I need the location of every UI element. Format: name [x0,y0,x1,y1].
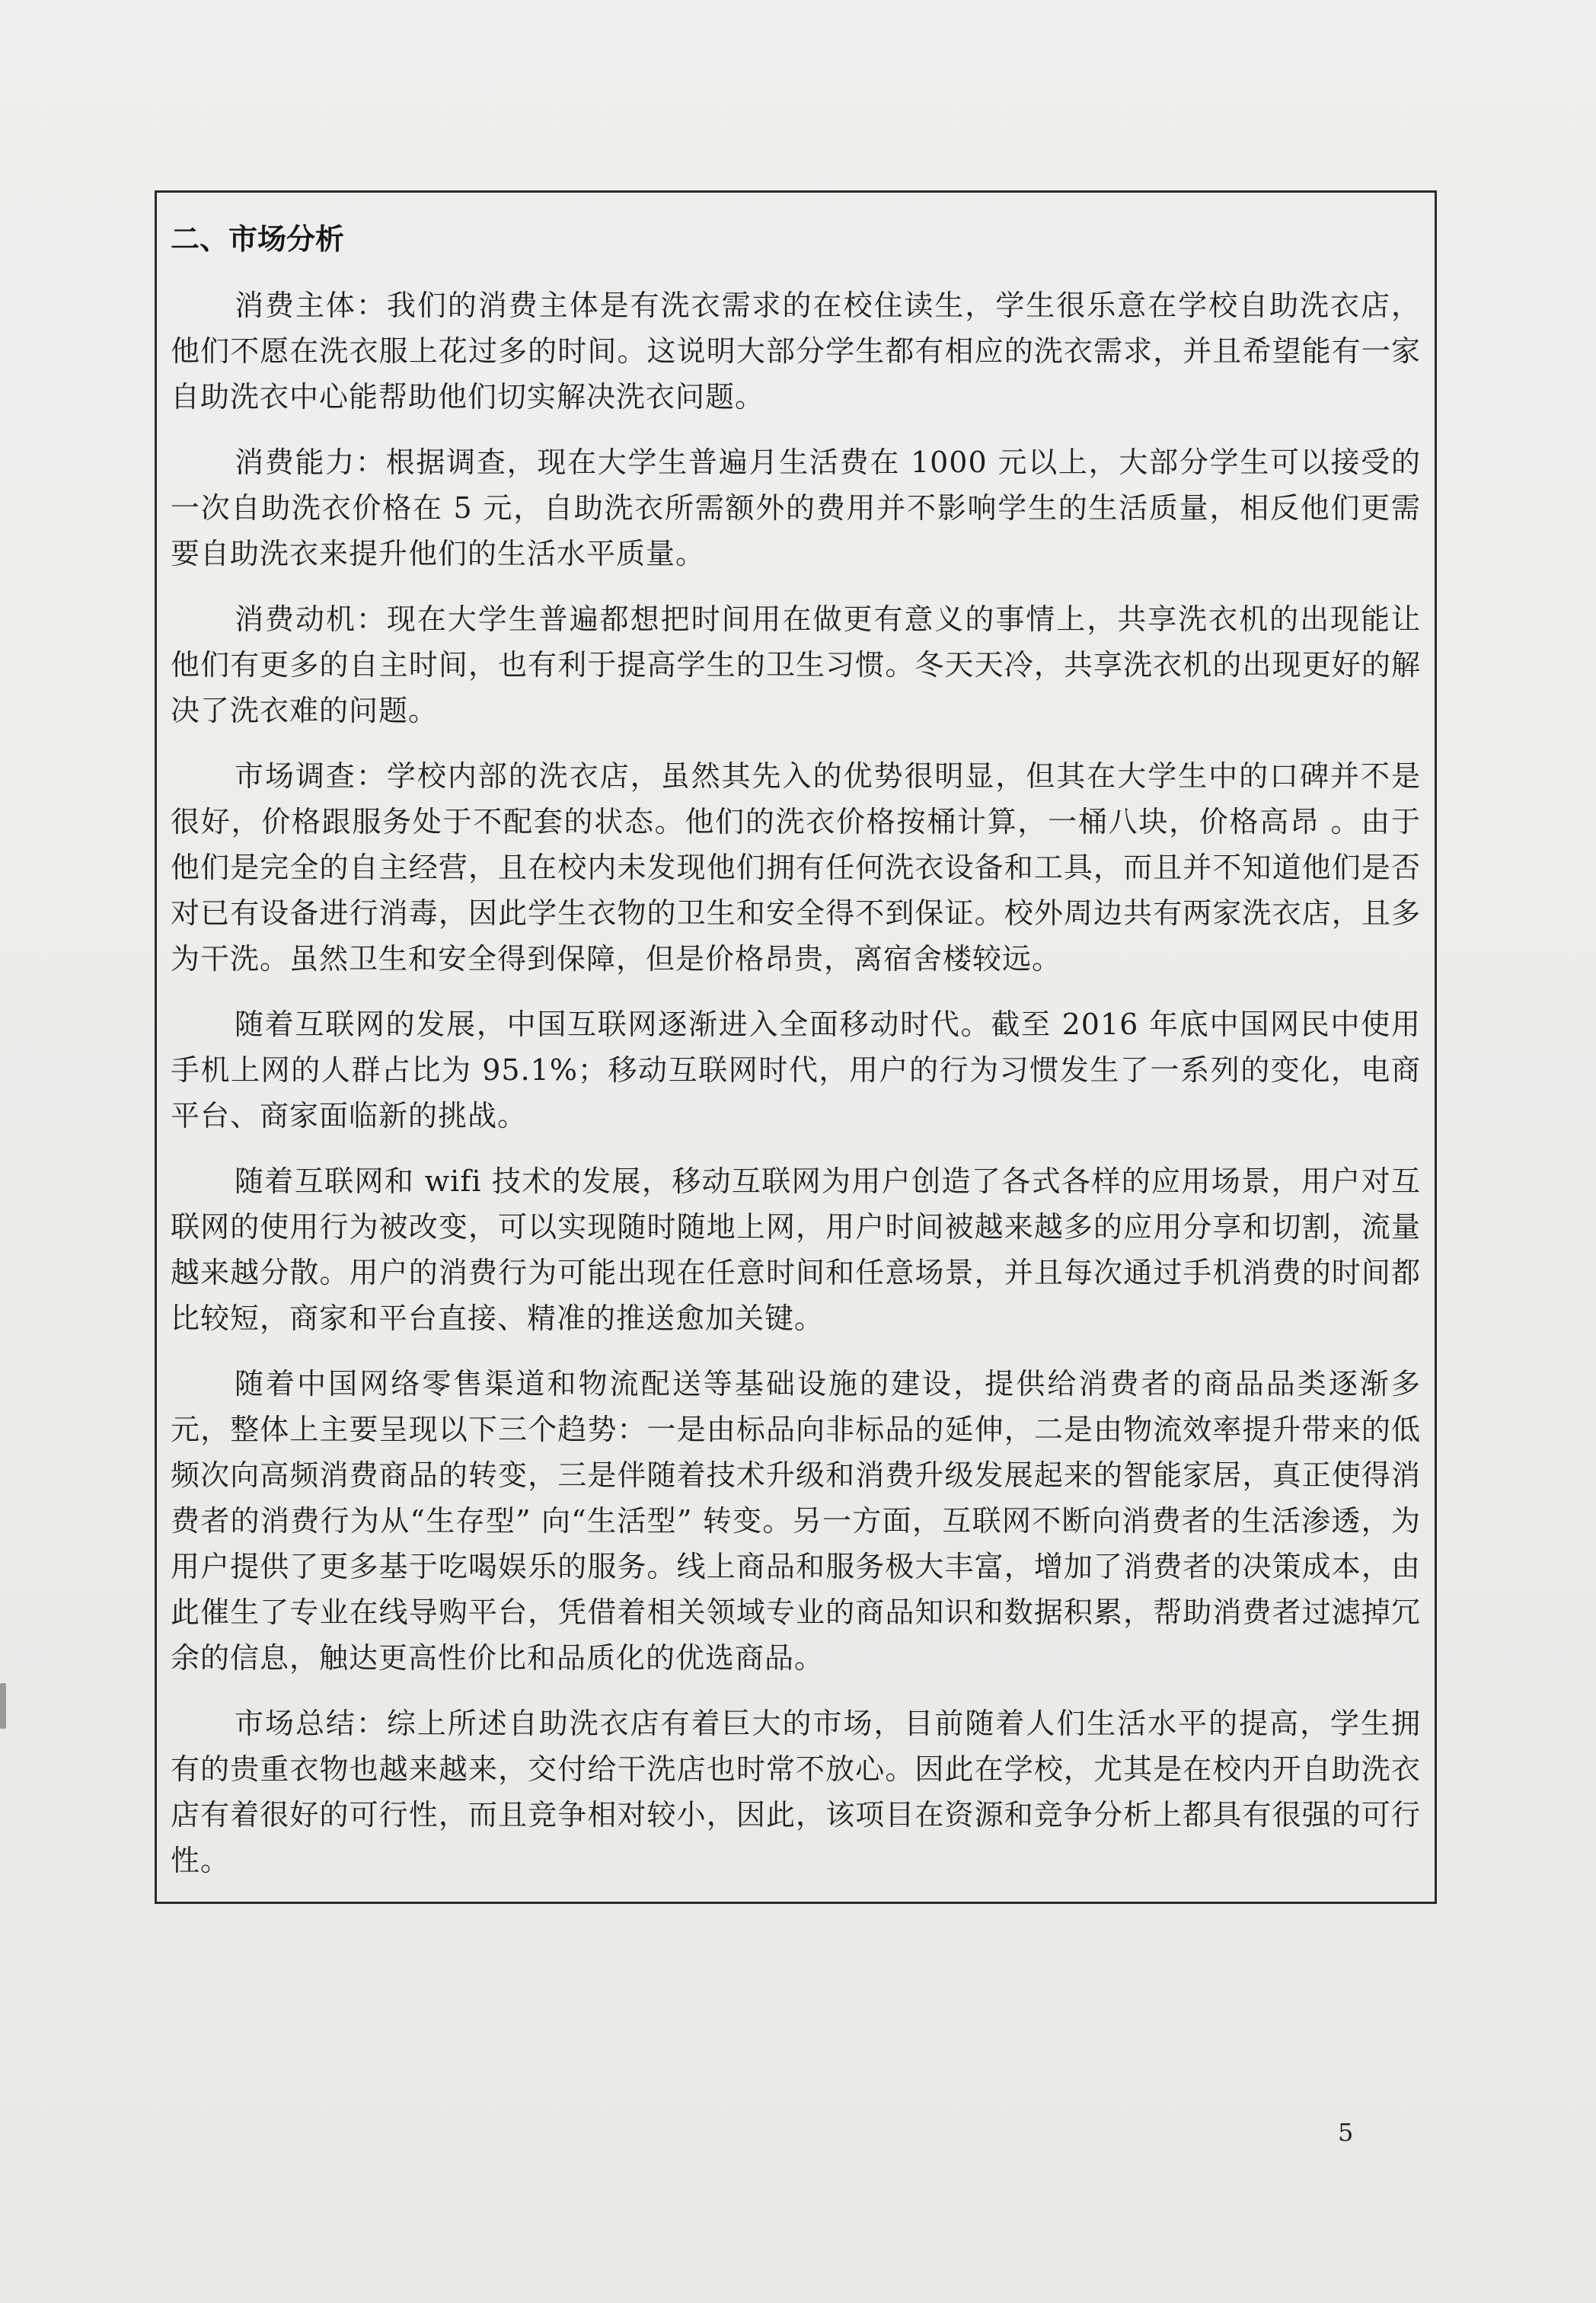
section-title: 二、市场分析 [171,222,345,256]
binding-mark [0,1683,6,1729]
paragraph-consumer-subject: 消费主体：我们的消费主体是有洗衣需求的在校住读生，学生很乐意在学校自助洗衣店，他们不愿在洗衣服上花过多的时间。这说明大部分学生都有相应的洗衣需求，并且希望能有一家自助洗衣中心能帮助他们切实解决洗衣问题。 [171,289,1421,414]
page-number: 5 [1338,2118,1354,2147]
paragraph-wifi-usage: 随着互联网和 wifi 技术的发展，移动互联网为用户创造了各式各样的应用场景，用户对互联网的使用行为被改变，可以实现随时随地上网，用户时间被越来越多的应用分享和切割，流量越来越分散。用户的消费行为可能出现在任意时间和任意场景，并且每次通过手机消费的时间都比较短，商家和平台直接、精准的推送愈加关键。 [171,1164,1421,1335]
paragraph-consumer-ability: 消费能力：根据调查，现在大学生普遍月生活费在 1000 元以上，大部分学生可以接受的一次自助洗衣价格在 5 元，自助洗衣所需额外的费用并不影响学生的生活质量，相反他们更需要自助洗衣来提升他们的生活水平质量。 [171,446,1421,570]
paragraph-consumer-motive: 消费动机：现在大学生普遍都想把时间用在做更有意义的事情上，共享洗衣机的出现能让他们有更多的自主时间，也有利于提高学生的卫生习惯。冬天天冷，共享洗衣机的出现更好的解决了洗衣难的问题。 [171,602,1421,727]
paragraph-market-survey: 市场调查：学校内部的洗衣店，虽然其先入的优势很明显，但其在大学生中的口碑并不是很好，价格跟服务处于不配套的状态。他们的洗衣价格按桶计算，一桶八块，价格高昂 。由于他们是完全的自主经营，且在校内未发现他们拥有任何洗衣设备和工具，而且并不知道他们是否对已有设备进行消毒，因此学生衣物的卫生和安全得不到保证。校外周边共有两家洗衣店，且多为干洗。虽然卫生和安全得到保障，但是价格昂贵，离宿舍楼较远。 [171,759,1421,976]
paragraph-market-summary: 市场总结：综上所述自助洗衣店有着巨大的市场，目前随着人们生活水平的提高，学生拥有的贵重衣物也越来越来，交付给干洗店也时常不放心。因此在学校，尤其是在校内开自助洗衣店有着很好的可行性，而且竞争相对较小，因此，该项目在资源和竞争分析上都具有很强的可行性。 [171,1707,1421,1877]
paragraph-mobile-internet: 随着互联网的发展，中国互联网逐渐进入全面移动时代。截至 2016 年底中国网民中使用手机上网的人群占比为 95.1%；移动互联网时代，用户的行为习惯发生了一系列的变化，电商平台、商家面临新的挑战。 [171,1008,1421,1132]
content-frame [155,190,1437,1904]
paragraph-retail-trends: 随着中国网络零售渠道和物流配送等基础设施的建设，提供给消费者的商品品类逐渐多元，整体上主要呈现以下三个趋势：一是由标品向非标品的延伸，二是由物流效率提升带来的低频次向高频消费商品的转变，三是伴随着技术升级和消费升级发展起来的智能家居，真正使得消费者的消费行为从“生存型” 向“生活型” 转变。另一方面，互联网不断向消费者的生活渗透，为用户提供了更多基于吃喝娱乐的服务。线上商品和服务极大丰富，增加了消费者的决策成本，由此催生了专业在线导购平台，凭借着相关领域专业的商品知识和数据积累，帮助消费者过滤掉冗余的信息，触达更高性价比和品质化的优选商品。 [171,1367,1421,1675]
